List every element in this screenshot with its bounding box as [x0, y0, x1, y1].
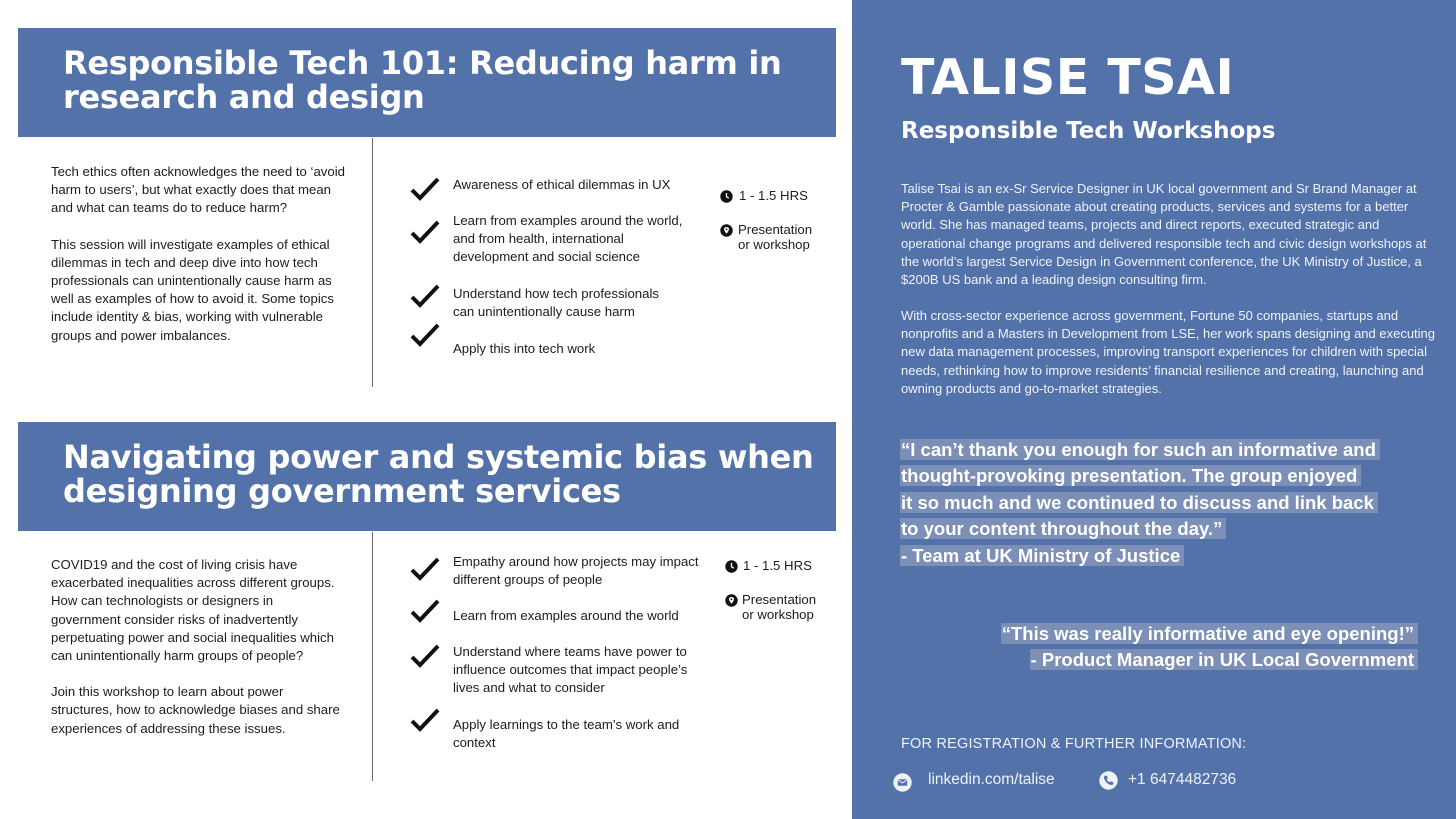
testimonial-attribution: - Team at UK Ministry of Justice: [900, 545, 1184, 566]
checkmark-icon: [410, 177, 440, 201]
phone-number[interactable]: +1 6474482736: [1128, 771, 1237, 788]
testimonial-quote: [1001, 621, 1418, 674]
workshop1-title-banner: [18, 28, 836, 137]
workshop2-title-line-2: designing government services: [63, 472, 621, 510]
checkmark-icon: [410, 708, 440, 732]
workshop1-outcome-item: Awareness of ethical dilemmas in UX: [453, 177, 671, 192]
workshop2-description: [51, 556, 341, 756]
workshop1-format: Presentation or workshop: [738, 222, 813, 252]
clock-icon: [725, 560, 738, 573]
checkmark-icon: [410, 323, 440, 347]
profile-subtitle: Responsible Tech Workshops: [901, 118, 1276, 144]
location-pin-icon: [725, 594, 738, 607]
workshop2-description-paragraph: Join this workshop to learn about power structures, how to acknowledge biases and share experiences of addressing these issues.: [51, 684, 340, 736]
workshop1-description-paragraph: Tech ethics often acknowledges the need to ‘avoid harm to users’, but what exactly does that mean and what can teams do to reduce harm?: [51, 164, 345, 216]
workshop2-outcome-item: Apply learnings to the team’s work and context: [453, 717, 680, 751]
testimonial-line: it so much and we continued to discuss and link back: [900, 492, 1378, 513]
workshop2-description-paragraph: COVID19 and the cost of living crisis have exacerbated inequalities across different groups. How can technologists or designers in government consider risks of inadvertently perpetuating power and social inequalities which can unintentionally harm groups of people?: [51, 557, 335, 664]
testimonial-quote: [900, 437, 1380, 569]
phone-icon: [1099, 771, 1118, 790]
workshop2-duration: 1 - 1.5 HRS: [743, 558, 812, 573]
clock-icon: [720, 190, 733, 203]
workshop1-description-paragraph: This session will investigate examples of ethical dilemmas in tech and deep dive into how tech professionals can unintentionally cause harm as well as examples of how to avoid it. Some topics include identity & bias, working with vulnerable groups and power imbalances.: [51, 236, 334, 343]
checkmark-icon: [410, 599, 440, 623]
workshop2-outcome-item: Empathy around how projects may impact different groups of people: [453, 554, 699, 588]
presenter-name: TALISE TSAI: [901, 49, 1235, 106]
checkmark-icon: [410, 644, 440, 668]
workshop2-divider: [372, 532, 373, 781]
workshop2-format: Presentation or workshop: [742, 592, 817, 622]
testimonial-line: “This was really informative and eye opening!”: [1001, 623, 1418, 644]
testimonial-attribution: - Product Manager in UK Local Government: [1030, 649, 1418, 670]
testimonial-line: thought-provoking presentation. The group enjoyed: [900, 465, 1361, 486]
workshop2-outcome-item: Learn from examples around the world: [453, 608, 679, 623]
workshop1-outcome-item: Apply this into tech work: [453, 341, 596, 356]
checkmark-icon: [410, 284, 440, 308]
profile-panel: [852, 0, 1456, 819]
workshop2-title-line-1: Navigating power and systemic bias when: [63, 438, 814, 476]
bio-paragraph: Talise Tsai is an ex-Sr Service Designer in UK local government and Sr Brand Manager at Procter & Gamble passionate about creating products, services and systems for a better world. She has managed teams, projects and direct reports, executed strategic and operational change programs and delivered responsible tech and civic design workshops at the world’s largest Service Design in Government conference, the UK Ministry of Justice, a $200B US bank and a leading design consulting firm.: [901, 181, 1427, 288]
location-pin-icon: [720, 224, 733, 237]
workshop1-duration: 1 - 1.5 HRS: [739, 188, 808, 203]
testimonial-line: to your content throughout the day.”: [900, 518, 1226, 539]
workshop1-outcome-item: Understand how tech professionals can unintentionally cause harm: [453, 286, 659, 320]
testimonial-line: “I can’t thank you enough for such an informative and: [900, 439, 1380, 460]
registration-heading: FOR REGISTRATION & FURTHER INFORMATION:: [901, 736, 1247, 752]
workshop1-divider: [372, 138, 373, 387]
email-icon: [893, 773, 912, 792]
workshop2-title-banner: [18, 422, 836, 531]
checkmark-icon: [410, 220, 440, 244]
checkmark-icon: [410, 557, 440, 581]
workshop1-title-line-1: Responsible Tech 101: Reducing harm in: [63, 44, 782, 82]
workshop2-outcome-item: Understand where teams have power to influence outcomes that impact people’s lives and what to consider: [453, 644, 688, 696]
linkedin-link[interactable]: linkedin.com/talise: [928, 771, 1055, 788]
workshop1-description: [51, 163, 351, 363]
workshop1-title-line-2: research and design: [63, 78, 425, 116]
bio-paragraph: With cross-sector experience across government, Fortune 50 companies, startups and nonprofits and a Masters in Development from LSE, her work spans designing and executing new data management processes, improving transport experiences for children with special needs, rethinking how to improve residents’ financial resilience and creating, launching and owning products and go-to-market strategies.: [901, 308, 1436, 396]
workshop1-outcome-item: Learn from examples around the world, and from health, international development and social science: [453, 213, 683, 265]
